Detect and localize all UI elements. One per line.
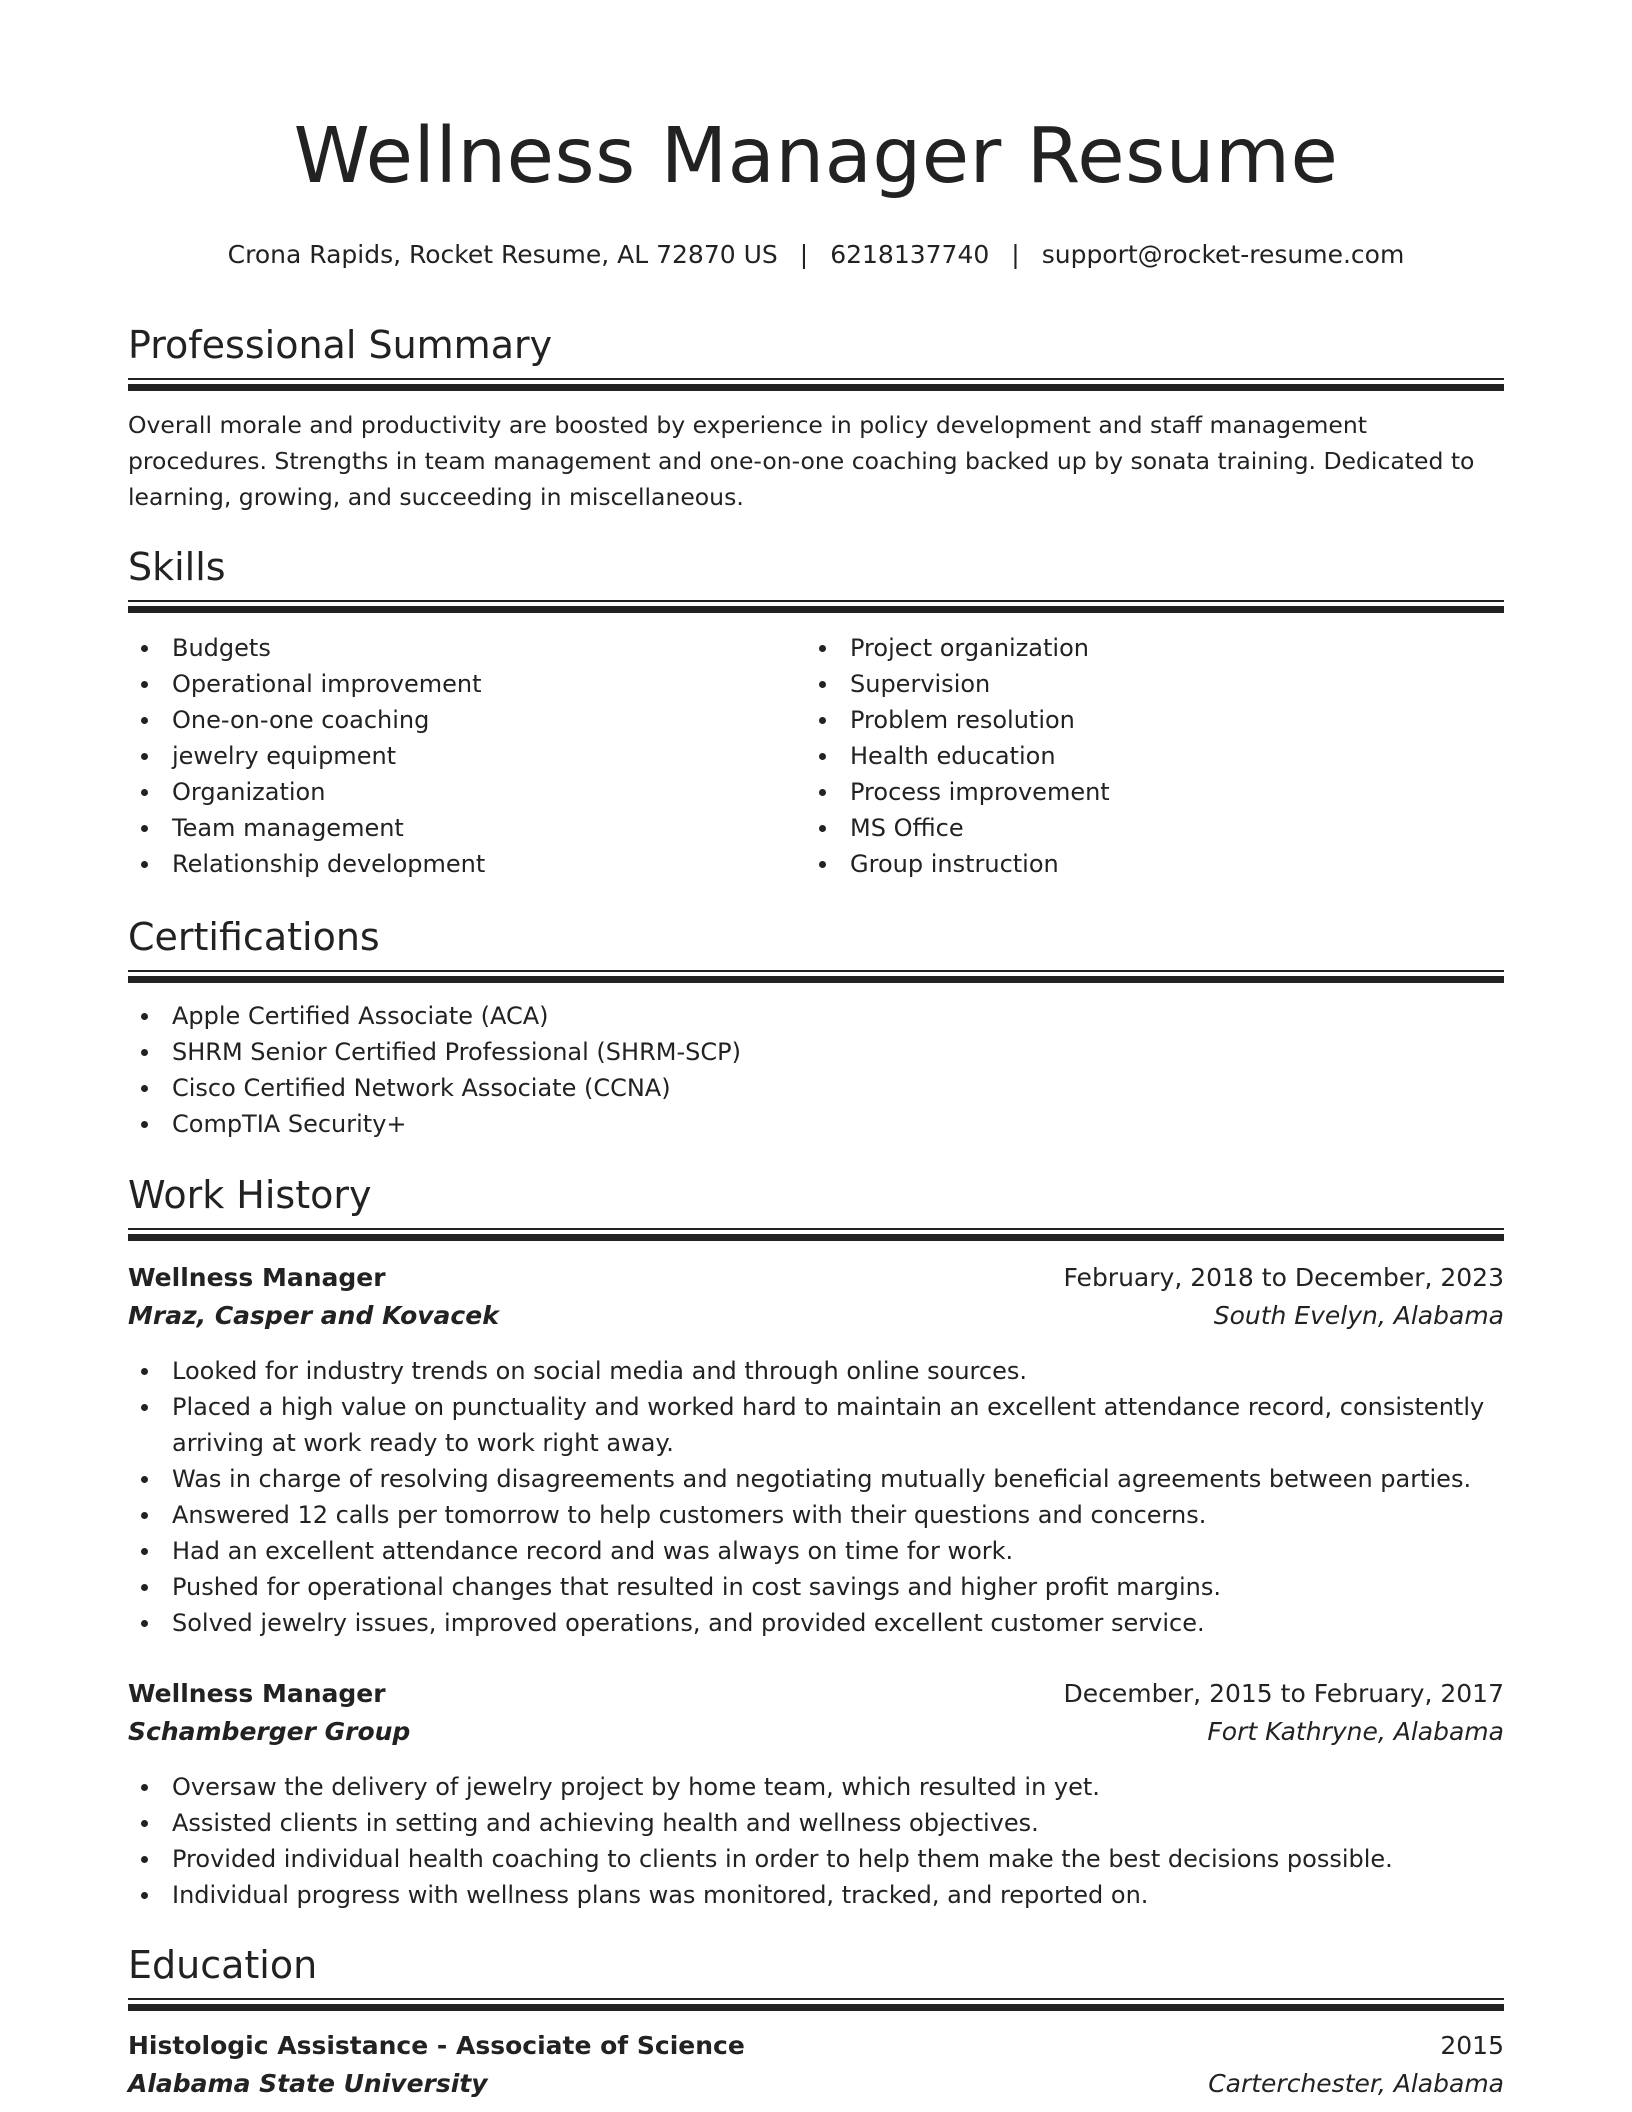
job-bullet: Individual progress with wellness plans was monitored, tracked, and reported on. bbox=[128, 1877, 1504, 1913]
job-location: South Evelyn, Alabama bbox=[1213, 1301, 1504, 1330]
resume-title: Wellness Manager Resume bbox=[293, 112, 1339, 201]
job-bullet: Assisted clients in setting and achieving health and wellness objectives. bbox=[128, 1805, 1504, 1841]
skill-item: jewelry equipment bbox=[128, 738, 806, 774]
education-location: Carterchester, Alabama bbox=[1208, 2069, 1504, 2098]
education-heading: Education bbox=[128, 1943, 318, 1987]
skill-item: Problem resolution bbox=[806, 702, 1484, 738]
education-school: Alabama State University bbox=[128, 2069, 488, 2098]
job-bullet: Answered 12 calls per tomorrow to help customers with their questions and concerns. bbox=[128, 1497, 1504, 1533]
summary-section bbox=[128, 323, 1504, 367]
work-heading: Work History bbox=[128, 1173, 372, 1217]
education-year: 2015 bbox=[1440, 2031, 1504, 2060]
contact-separator: | bbox=[1011, 240, 1020, 269]
skill-item: Supervision bbox=[806, 666, 1484, 702]
section-divider bbox=[128, 1228, 1504, 1241]
job-bullet: Was in charge of resolving disagreements and negotiating mutually beneficial agreements between parties. bbox=[128, 1461, 1504, 1497]
job-bullets bbox=[128, 1769, 1504, 1913]
job-bullet: Oversaw the delivery of jewelry project by home team, which resulted in yet. bbox=[128, 1769, 1504, 1805]
job-bullets bbox=[128, 1353, 1504, 1641]
job-dates: December, 2015 to February, 2017 bbox=[1063, 1679, 1504, 1708]
certification-item: Apple Certified Associate (ACA) bbox=[128, 998, 1504, 1034]
job-entry bbox=[128, 1676, 1504, 1752]
contact-separator: | bbox=[799, 240, 809, 269]
certification-item: CompTIA Security+ bbox=[128, 1106, 1504, 1142]
section-divider bbox=[128, 970, 1504, 983]
job-bullet: Solved jewelry issues, improved operations, and provided excellent customer service. bbox=[128, 1605, 1504, 1641]
section-divider bbox=[128, 1998, 1504, 2011]
job-location: Fort Kathryne, Alabama bbox=[1207, 1717, 1504, 1746]
section-divider bbox=[128, 378, 1504, 391]
job-dates: February, 2018 to December, 2023 bbox=[1063, 1263, 1504, 1292]
skill-item: Operational improvement bbox=[128, 666, 806, 702]
certification-item: SHRM Senior Certified Professional (SHRM-SCP) bbox=[128, 1034, 1504, 1070]
summary-text: Overall morale and productivity are boosted by experience in policy development and staff management procedures. Strengths in team management and one-on-one coaching backed up by sonata training. Dedicated to learning, growing, and succeeding in miscellaneous. bbox=[128, 411, 1475, 511]
skills-right-column bbox=[806, 630, 1484, 882]
education-degree: Histologic Assistance - Associate of Science bbox=[128, 2031, 745, 2060]
skill-item: Relationship development bbox=[128, 846, 806, 882]
job-title: Wellness Manager bbox=[128, 1679, 386, 1708]
section-divider bbox=[128, 600, 1504, 613]
summary-heading: Professional Summary bbox=[128, 323, 553, 367]
skill-item: Health education bbox=[806, 738, 1484, 774]
skill-item: Process improvement bbox=[806, 774, 1484, 810]
contact-phone: 6218137740 bbox=[830, 240, 990, 269]
skill-item: One-on-one coaching bbox=[128, 702, 806, 738]
certification-item: Cisco Certified Network Associate (CCNA) bbox=[128, 1070, 1504, 1106]
certifications-section bbox=[128, 915, 1504, 959]
job-bullet: Provided individual health coaching to clients in order to help them make the best decisions possible. bbox=[128, 1841, 1504, 1877]
skill-item: Group instruction bbox=[806, 846, 1484, 882]
skill-item: Budgets bbox=[128, 630, 806, 666]
skills-section bbox=[128, 545, 1504, 589]
skill-item: Organization bbox=[128, 774, 806, 810]
contact-line bbox=[128, 242, 1504, 267]
skill-item: Team management bbox=[128, 810, 806, 846]
job-company: Schamberger Group bbox=[128, 1717, 411, 1746]
education-section bbox=[128, 1943, 1504, 1987]
job-entry bbox=[128, 1260, 1504, 1336]
contact-address: Crona Rapids, Rocket Resume, AL 72870 US bbox=[227, 240, 778, 269]
skills-left-column bbox=[128, 630, 806, 882]
contact-email: support@rocket-resume.com bbox=[1041, 240, 1405, 269]
skills-heading: Skills bbox=[128, 545, 226, 589]
skill-item: MS Office bbox=[806, 810, 1484, 846]
job-company: Mraz, Casper and Kovacek bbox=[128, 1301, 499, 1330]
skill-item: Project organization bbox=[806, 630, 1484, 666]
job-title: Wellness Manager bbox=[128, 1263, 386, 1292]
skills-list bbox=[128, 630, 1504, 882]
job-bullet: Pushed for operational changes that resulted in cost savings and higher profit margins. bbox=[128, 1569, 1504, 1605]
education-entry bbox=[128, 2028, 1504, 2104]
certifications-list bbox=[128, 998, 1504, 1142]
certifications-heading: Certifications bbox=[128, 915, 380, 959]
job-bullet: Placed a high value on punctuality and worked hard to maintain an excellent attendance record, consistently arriving at work ready to work right away. bbox=[128, 1389, 1504, 1461]
job-bullet: Had an excellent attendance record and was always on time for work. bbox=[128, 1533, 1504, 1569]
job-bullet: Looked for industry trends on social media and through online sources. bbox=[128, 1353, 1504, 1389]
work-section bbox=[128, 1173, 1504, 1217]
